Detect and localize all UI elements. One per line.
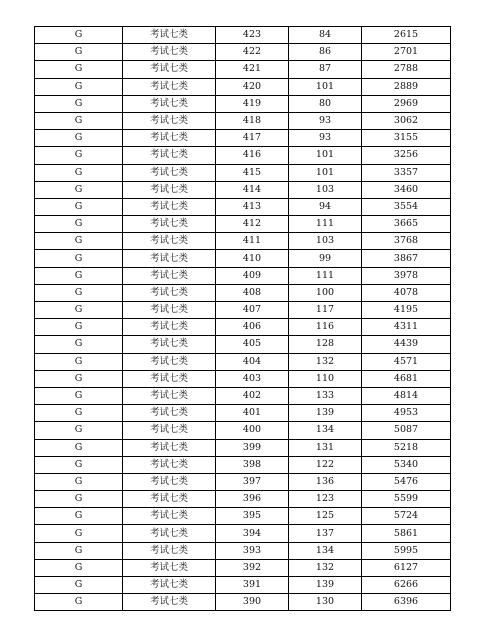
table-row (35, 491, 451, 508)
group-cell: G (35, 370, 123, 387)
category-cell: 考试七类 (123, 233, 216, 250)
count-cell: 86 (289, 44, 362, 61)
table-row (35, 594, 451, 611)
cumulative-cell: 3460 (362, 181, 451, 198)
table-row (35, 422, 451, 439)
score-cell: 401 (216, 405, 289, 422)
category-cell: 考试七类 (123, 525, 216, 542)
score-cell: 394 (216, 525, 289, 542)
category-cell: 考试七类 (123, 78, 216, 95)
group-cell: G (35, 353, 123, 370)
score-cell: 395 (216, 508, 289, 525)
category-cell: 考试七类 (123, 181, 216, 198)
category-cell: 考试七类 (123, 164, 216, 181)
count-cell: 100 (289, 284, 362, 301)
cumulative-cell: 4571 (362, 353, 451, 370)
cumulative-cell: 5724 (362, 508, 451, 525)
group-cell: G (35, 233, 123, 250)
cumulative-cell: 2788 (362, 61, 451, 78)
group-cell: G (35, 491, 123, 508)
count-cell: 125 (289, 508, 362, 525)
group-cell: G (35, 302, 123, 319)
table-row (35, 198, 451, 215)
table-row (35, 78, 451, 95)
cumulative-cell: 3867 (362, 250, 451, 267)
score-cell: 414 (216, 181, 289, 198)
category-cell: 考试七类 (123, 302, 216, 319)
score-cell: 420 (216, 78, 289, 95)
table-row (35, 542, 451, 559)
count-cell: 93 (289, 130, 362, 147)
count-cell: 101 (289, 147, 362, 164)
category-cell: 考试七类 (123, 198, 216, 215)
table-row (35, 319, 451, 336)
category-cell: 考试七类 (123, 250, 216, 267)
cumulative-cell: 3554 (362, 198, 451, 215)
score-cell: 415 (216, 164, 289, 181)
cumulative-cell: 4078 (362, 284, 451, 301)
group-cell: G (35, 559, 123, 576)
cumulative-cell: 5087 (362, 422, 451, 439)
count-cell: 101 (289, 78, 362, 95)
score-cell: 390 (216, 594, 289, 611)
table-row (35, 508, 451, 525)
count-cell: 116 (289, 319, 362, 336)
group-cell: G (35, 387, 123, 404)
count-cell: 87 (289, 61, 362, 78)
score-cell: 413 (216, 198, 289, 215)
category-cell: 考试七类 (123, 405, 216, 422)
score-cell: 400 (216, 422, 289, 439)
count-cell: 103 (289, 181, 362, 198)
count-cell: 134 (289, 542, 362, 559)
category-cell: 考试七类 (123, 353, 216, 370)
group-cell: G (35, 284, 123, 301)
table-row (35, 302, 451, 319)
score-cell: 403 (216, 370, 289, 387)
cumulative-cell: 3978 (362, 267, 451, 284)
category-cell: 考试七类 (123, 594, 216, 611)
score-cell: 417 (216, 130, 289, 147)
table-row (35, 456, 451, 473)
score-cell: 406 (216, 319, 289, 336)
table-row (35, 284, 451, 301)
cumulative-cell: 4311 (362, 319, 451, 336)
group-cell: G (35, 405, 123, 422)
table-row (35, 370, 451, 387)
cumulative-cell: 4439 (362, 336, 451, 353)
table-row (35, 250, 451, 267)
count-cell: 110 (289, 370, 362, 387)
cumulative-cell: 3357 (362, 164, 451, 181)
cumulative-cell: 6127 (362, 559, 451, 576)
score-cell: 398 (216, 456, 289, 473)
table-row (35, 439, 451, 456)
table-row (35, 27, 451, 44)
table-row (35, 559, 451, 576)
count-cell: 117 (289, 302, 362, 319)
score-cell: 392 (216, 559, 289, 576)
score-cell: 418 (216, 112, 289, 129)
score-cell: 407 (216, 302, 289, 319)
category-cell: 考试七类 (123, 473, 216, 490)
table-row (35, 181, 451, 198)
group-cell: G (35, 61, 123, 78)
count-cell: 132 (289, 559, 362, 576)
group-cell: G (35, 44, 123, 61)
score-cell: 391 (216, 577, 289, 594)
cumulative-cell: 5340 (362, 456, 451, 473)
score-cell: 423 (216, 27, 289, 44)
group-cell: G (35, 27, 123, 44)
group-cell: G (35, 78, 123, 95)
group-cell: G (35, 181, 123, 198)
table-row (35, 95, 451, 112)
cumulative-cell: 4953 (362, 405, 451, 422)
score-cell: 399 (216, 439, 289, 456)
score-cell: 393 (216, 542, 289, 559)
group-cell: G (35, 267, 123, 284)
group-cell: G (35, 147, 123, 164)
group-cell: G (35, 456, 123, 473)
category-cell: 考试七类 (123, 508, 216, 525)
category-cell: 考试七类 (123, 44, 216, 61)
count-cell: 94 (289, 198, 362, 215)
cumulative-cell: 4195 (362, 302, 451, 319)
cumulative-cell: 6396 (362, 594, 451, 611)
group-cell: G (35, 525, 123, 542)
count-cell: 93 (289, 112, 362, 129)
cumulative-cell: 6266 (362, 577, 451, 594)
category-cell: 考试七类 (123, 542, 216, 559)
cumulative-cell: 5476 (362, 473, 451, 490)
score-cell: 419 (216, 95, 289, 112)
count-cell: 137 (289, 525, 362, 542)
table-row (35, 336, 451, 353)
score-cell: 422 (216, 44, 289, 61)
group-cell: G (35, 130, 123, 147)
cumulative-cell: 3062 (362, 112, 451, 129)
count-cell: 122 (289, 456, 362, 473)
count-cell: 84 (289, 27, 362, 44)
count-cell: 111 (289, 267, 362, 284)
category-cell: 考试七类 (123, 456, 216, 473)
category-cell: 考试七类 (123, 370, 216, 387)
group-cell: G (35, 422, 123, 439)
score-cell: 397 (216, 473, 289, 490)
score-cell: 411 (216, 233, 289, 250)
score-cell: 405 (216, 336, 289, 353)
table-row (35, 216, 451, 233)
cumulative-cell: 2615 (362, 27, 451, 44)
group-cell: G (35, 594, 123, 611)
score-cell: 408 (216, 284, 289, 301)
count-cell: 139 (289, 405, 362, 422)
table-row (35, 405, 451, 422)
group-cell: G (35, 112, 123, 129)
count-cell: 111 (289, 216, 362, 233)
table-body (35, 27, 451, 611)
count-cell: 134 (289, 422, 362, 439)
score-cell: 410 (216, 250, 289, 267)
group-cell: G (35, 473, 123, 490)
score-cell: 409 (216, 267, 289, 284)
cumulative-cell: 2889 (362, 78, 451, 95)
category-cell: 考试七类 (123, 577, 216, 594)
group-cell: G (35, 336, 123, 353)
category-cell: 考试七类 (123, 216, 216, 233)
table-row (35, 267, 451, 284)
cumulative-cell: 3768 (362, 233, 451, 250)
count-cell: 123 (289, 491, 362, 508)
table-row (35, 130, 451, 147)
category-cell: 考试七类 (123, 491, 216, 508)
category-cell: 考试七类 (123, 267, 216, 284)
count-cell: 80 (289, 95, 362, 112)
table-row (35, 387, 451, 404)
group-cell: G (35, 439, 123, 456)
score-cell: 396 (216, 491, 289, 508)
category-cell: 考试七类 (123, 439, 216, 456)
category-cell: 考试七类 (123, 422, 216, 439)
count-cell: 103 (289, 233, 362, 250)
score-cell: 404 (216, 353, 289, 370)
cumulative-cell: 2701 (362, 44, 451, 61)
cumulative-cell: 2969 (362, 95, 451, 112)
score-cell: 421 (216, 61, 289, 78)
count-cell: 131 (289, 439, 362, 456)
category-cell: 考试七类 (123, 61, 216, 78)
group-cell: G (35, 577, 123, 594)
group-cell: G (35, 216, 123, 233)
table-row (35, 44, 451, 61)
group-cell: G (35, 508, 123, 525)
cumulative-cell: 5861 (362, 525, 451, 542)
group-cell: G (35, 319, 123, 336)
cumulative-cell: 4681 (362, 370, 451, 387)
cumulative-cell: 3665 (362, 216, 451, 233)
group-cell: G (35, 95, 123, 112)
group-cell: G (35, 542, 123, 559)
score-cell: 402 (216, 387, 289, 404)
cumulative-cell: 5599 (362, 491, 451, 508)
category-cell: 考试七类 (123, 559, 216, 576)
table-row (35, 525, 451, 542)
score-table (34, 26, 451, 611)
group-cell: G (35, 250, 123, 267)
score-cell: 412 (216, 216, 289, 233)
group-cell: G (35, 198, 123, 215)
category-cell: 考试七类 (123, 387, 216, 404)
cumulative-cell: 4814 (362, 387, 451, 404)
count-cell: 99 (289, 250, 362, 267)
table-row (35, 164, 451, 181)
table-row (35, 233, 451, 250)
table-row (35, 473, 451, 490)
category-cell: 考试七类 (123, 284, 216, 301)
table-row (35, 147, 451, 164)
category-cell: 考试七类 (123, 130, 216, 147)
category-cell: 考试七类 (123, 336, 216, 353)
table-row (35, 112, 451, 129)
category-cell: 考试七类 (123, 112, 216, 129)
cumulative-cell: 5995 (362, 542, 451, 559)
category-cell: 考试七类 (123, 95, 216, 112)
count-cell: 101 (289, 164, 362, 181)
count-cell: 130 (289, 594, 362, 611)
cumulative-cell: 3256 (362, 147, 451, 164)
count-cell: 139 (289, 577, 362, 594)
count-cell: 132 (289, 353, 362, 370)
cumulative-cell: 3155 (362, 130, 451, 147)
table-row (35, 353, 451, 370)
count-cell: 133 (289, 387, 362, 404)
count-cell: 136 (289, 473, 362, 490)
category-cell: 考试七类 (123, 319, 216, 336)
category-cell: 考试七类 (123, 27, 216, 44)
group-cell: G (35, 164, 123, 181)
count-cell: 128 (289, 336, 362, 353)
table-row (35, 61, 451, 78)
table-row (35, 577, 451, 594)
score-cell: 416 (216, 147, 289, 164)
cumulative-cell: 5218 (362, 439, 451, 456)
category-cell: 考试七类 (123, 147, 216, 164)
